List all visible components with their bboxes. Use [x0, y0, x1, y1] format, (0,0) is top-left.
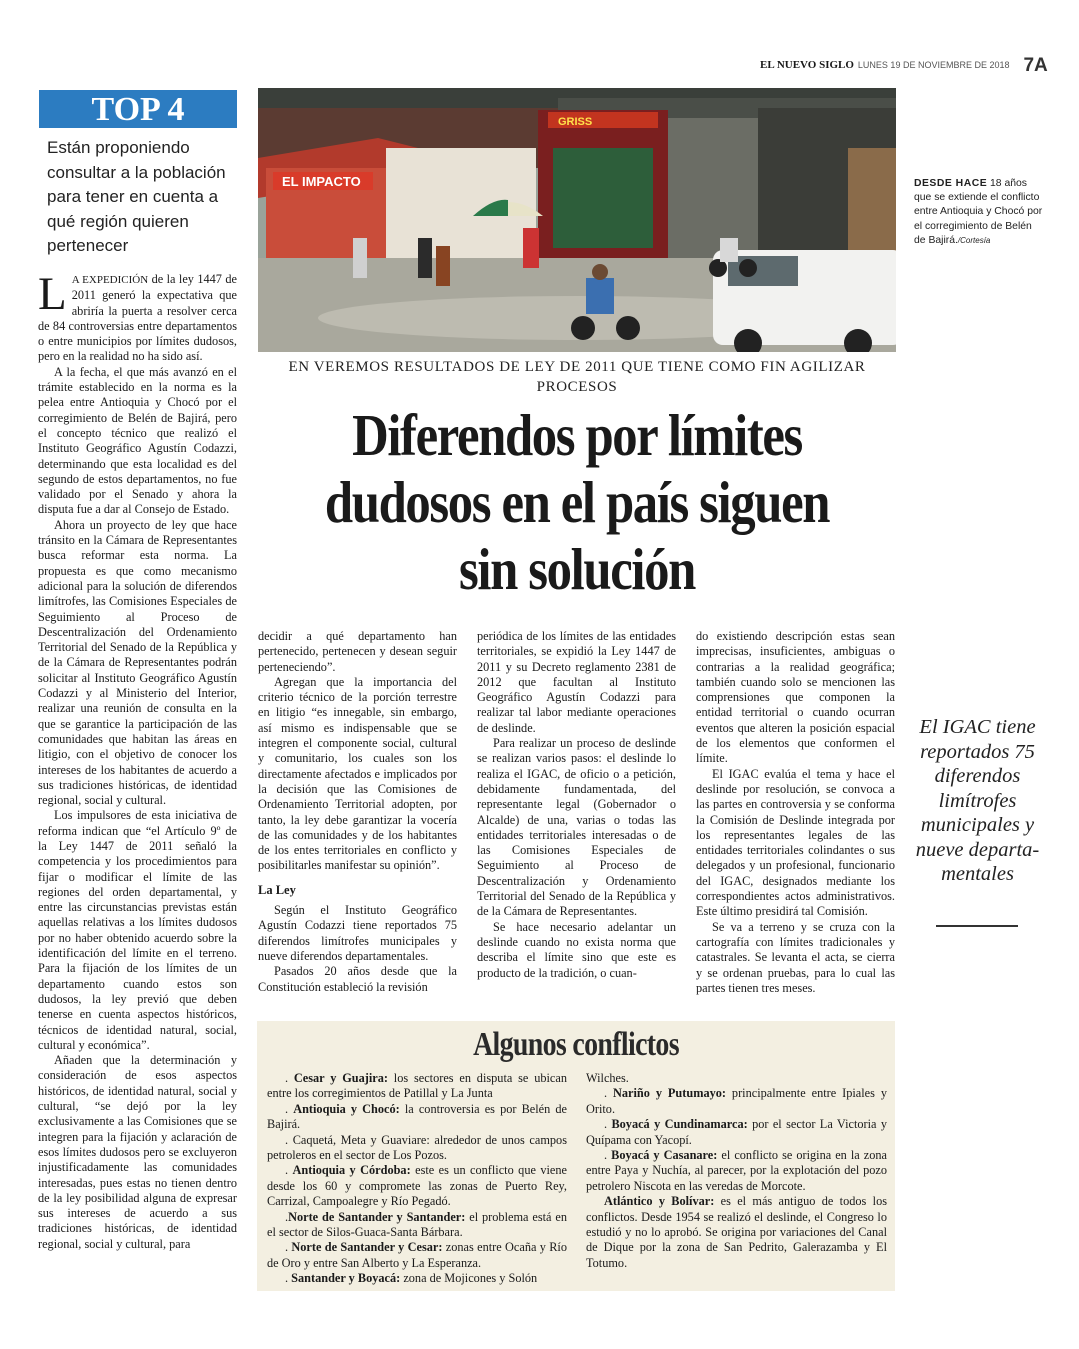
paragraph: Según el Instituto Geográfico Agustín Codazzi tiene reportados 75 diferendos limítrofes municipales y nueve diferendos departamentales.	[258, 903, 457, 963]
publication-name: EL NUEVO SIGLO	[760, 59, 854, 71]
caption-credit: /Cortesía	[957, 235, 991, 245]
street-photo	[258, 88, 896, 352]
conflict-item: . Norte de Santander y Cesar: zonas entre Ocaña y Río de Oro y entre San Alberto y La Esperanza.	[267, 1240, 567, 1270]
conflict-item: . Santander y Boyacá: zona de Mojicones y Solón	[285, 1271, 538, 1286]
pull-quote: El IGAC tiene reportados 75 diferendos limítrofes municipales y nueve departa-mentales	[915, 716, 1040, 885]
conflict-item: . Nariño y Putumayo: principalmente entre Ipiales y Orito.	[586, 1086, 887, 1116]
paragraph: El IGAC evalúa el tema y hace el deslinde por resolución, se convoca a las partes en controversia y se conforma la Comisión de Deslinde integrada por los representantes legales de las entidades territoriales colindantes o sus delegados y un profesional, funcionario del IGAC, designados mediante los correspondientes actos administrativos. Este último presidirá tal Comisión.	[696, 766, 895, 919]
caption-label: DESDE HACE	[914, 178, 988, 189]
caption-text: 18 años que se extiende el conflicto entre Antioquia y Chocó por el corregimiento de Belén de Bajirá.	[914, 178, 1043, 246]
section-subhead: La Ley	[258, 882, 296, 897]
conflict-item-continued: Wilches.	[586, 1071, 629, 1085]
paragraph: Pasados 20 años desde que la Constitución estableció la revisión	[258, 964, 457, 994]
drop-cap: L	[38, 268, 67, 320]
paragraph: Agregan que la importancia del criterio técnico de la porción terrestre en litigio “es innegable, sin embargo, así mismo es indispensable que se integren el componente social, cultural y comunitario, los cuales son los directamente afectados e implicados por la decisión que las Comisiones de Ordenamiento Territorial adopten, por tanto, la ley debe garantizar la vocería de las comunidades y de los habitantes de los entes territoriales en conflicto y posibilitarles manifestar su opinión”.	[258, 674, 457, 873]
conflict-item: .Norte de Santander y Santander: el problema está en el sector de Silos-Guaca-Santa Bárbara.	[267, 1209, 567, 1240]
paragraph: Se va a terreno y se cruza con la cartografía con límites tradicionales y catastrales. Se levanta el acta, se cierra y se ordenan pruebas, para lo cual las partes tienen tres meses.	[696, 919, 895, 995]
photo-caption	[914, 177, 1044, 248]
conflicts-title: Algunos conflictos	[473, 1026, 679, 1063]
paragraph: Añaden que la determinación y consideración de esos aspectos históricos, de identidad natural, social y cultural, “se dejó por la ley exclusivamente a las Comisiones que se integren para la fijación y aclaración de esos límites dudosos pero se excluyeron injustificadamente las comunidades interesadas, pues estas no tienen dentro de la ley posibilidad alguna de expresar sus intereses de acuerdo a sus tradiciones históricas, de identidad regional, social y cultural, para	[38, 1053, 237, 1251]
paragraph: periódica de los límites de las entidades territoriales, se expidió la Ley 1447 de 2011 y su Decreto reglamento 2381 de 2012 que facultan al Instituto Geográfico Agustín Codazzi para realizar tal labor mediante operaciones de deslinde.	[477, 629, 676, 735]
article-kicker: EN VEREMOS RESULTADOS DE LEY DE 2011 QUE TIENE COMO FIN AGILIZAR PROCESOS	[288, 359, 866, 395]
article-column-1	[38, 268, 237, 1252]
article-column-4	[696, 629, 895, 996]
paragraph: A la fecha, el que más avanzó en el trámite establecido en la norma es la pelea entre Antioquia y Chocó por el corregimiento de Belén de Bajirá, pero el concepto técnico que realizó el Instituto Geográfico Agustín Codazzi, determinando que esta localidad es del segundo de estos departamentos, no fue validado por el Senado y ahora la disputa fue a dar al Consejo de Estado.	[38, 364, 237, 517]
top4-summary: Están proponiendo consultar a la población para tener en cuenta a qué región quieren pertenecer	[47, 138, 226, 255]
top4-badge: TOP 4	[39, 90, 237, 128]
conflict-item: . Antioquia y Córdoba: este es un conflicto que viene desde los 60 y compromete las zonas de Puerto Rey, Carrizal, Campoalegre y Río Pegadó.	[267, 1163, 567, 1209]
paragraph: Para realizar un proceso de deslinde se realizan varios pasos: el deslinde lo realiza el IGAC, de oficio o a petición, debidamente fundamentada, del representante legal (Gobernador o Alcalde) de una, varias o todas las entidades territoriales interesadas o de las Comisiones Especiales de Seguimiento al Proceso de Descentralización y Ordenamiento Territorial del Senado de la República y de la Cámara de Representantes.	[477, 736, 676, 919]
conflicts-column-2	[586, 1071, 887, 1271]
page-header	[760, 52, 1050, 76]
article-headline: Diferendos por límites dudosos en el país siguen sin solución	[324, 402, 830, 602]
paragraph: do existiendo descripción estas sean imprecisas, insuficientes, ambiguas o contrarias a la realidad geográfica; también cuando solo se mencionen las comprensiones que componen la entidad territorial o cuando ocurran eventos que alteren la posición espacial de los elementos que conformen el límite.	[696, 629, 895, 766]
conflicts-column-1	[267, 1071, 567, 1287]
conflict-item: . Caquetá, Meta y Guaviare: alrededor de unos campos petroleros en el sector de Los Pozos.	[267, 1132, 567, 1163]
publication-date: LUNES 19 DE NOVIEMBRE DE 2018	[857, 60, 1010, 70]
paragraph: decidir a qué departamento han pertenecido, pertenecen y desean seguir perteneciendo”.	[258, 629, 457, 674]
article-column-2	[258, 629, 457, 995]
conflict-item: . Antioquia y Chocó: la controversia es por Belén de Bajirá.	[267, 1101, 567, 1132]
lead-smallcaps: A EXPEDICIÓN	[71, 274, 149, 286]
street-scene-image	[258, 88, 896, 352]
paragraph: Se hace necesario adelantar un deslinde cuando no exista norma que describa el límite sino que este es producto de la tradición, o cuan-	[477, 919, 676, 980]
article-column-3	[477, 629, 676, 981]
conflict-item: . Cesar y Guajira: los sectores en disputa se ubican entre los corregimientos de Patillal y La Junta	[267, 1071, 567, 1101]
paragraph: Los impulsores de esta iniciativa de reforma indican que “el Artículo 9º de la Ley 1447 de 2011 señaló la competencia y los procedimientos para fijar o modificar el límite de las regiones del orden departamental, y entre las circunstancias previstas están aquellas relativas a los límites dudosos por no haber obtenido acuerdo sobre la identificación del límite en el terreno. Para la fijación de los límites de un departamento cuando estos son dudosos, la ley previó que deben tenerse en cuenta aspectos históricos, técnicos de identidad natural, social, cultural y económica”.	[38, 808, 237, 1052]
paragraph: de la ley 1447 de 2011 generó la expectativa que abriría la puerta a resolver cerca de 84 controversias entre departamentos o entre municipios por límites dudosos, pero en la realidad no ha sido así.	[38, 272, 237, 364]
conflict-item: . Boyacá y Casanare: el conflicto se origina en la zona entre Paya y Nuchía, al parecer, por la explotación del pozo petrolero Niscota en las veredas de Morcote.	[586, 1148, 887, 1193]
page-number: 7A	[1023, 55, 1048, 76]
conflict-item: Atlántico y Bolívar: es el más antiguo de todos los conflictos. Desde 1954 se realizó el deslinde, el Congreso lo estudió y no lo aprobó. Se origina por variaciones del Canal de Dique por la zona de San Pedrito, Galerazamba y El Totumo.	[586, 1194, 888, 1270]
paragraph: Ahora un proyecto de ley que hace tránsito en la Cámara de Representantes busca reformar esta norma. La propuesta es que como mecanismo adicional para la solución de diferendos limítrofes, las Comisiones Especiales de Seguimiento al Proceso de Descentralización del Ordenamiento Territorial del Senado de la República y de la Cámara de Representantes podrán solicitar al Instituto Geográfico Agustín Codazzi y al Ministerio del Interior, realizar una reunión de consulta en la que se garantice la participación de las comunidades que habitan las áreas en litigio, con el objetivo de conocer los intereses de los habitantes de acuerdo a sus tradiciones históricas, de identidad regional, social y cultural.	[38, 517, 237, 808]
store2-sign-text: GRISS	[558, 116, 593, 128]
pull-quote-rule	[936, 925, 1018, 927]
conflicts-box	[257, 1021, 895, 1291]
conflict-item: . Boyacá y Cundinamarca: por el sector La Victoria y Quípama con Yacopí.	[586, 1117, 887, 1147]
store-sign-text: EL IMPACTO	[282, 174, 361, 189]
